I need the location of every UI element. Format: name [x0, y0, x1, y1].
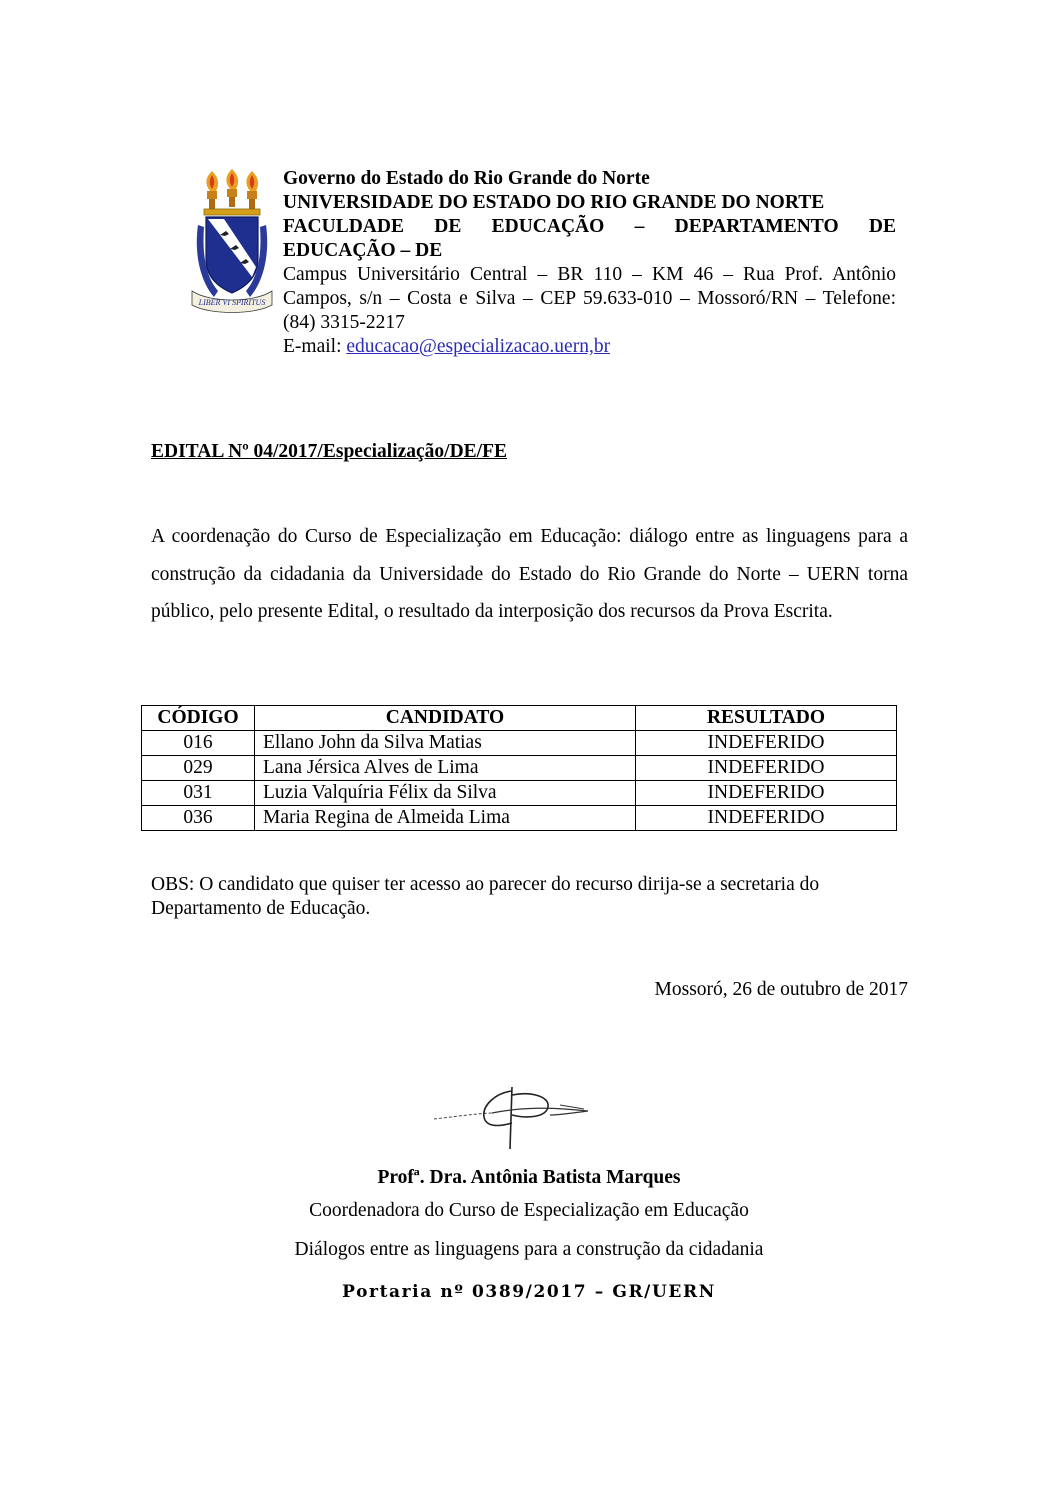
results-table: [141, 705, 897, 831]
address: Campus Universitário Central – BR 110 – KM 46 – Rua Prof. Antônio Campos, s/n – Costa e Silva – CEP 59.633-010 – Mossoró/RN – Telefone: (84) 3315-2217: [283, 264, 896, 333]
row-result: INDEFERIDO: [636, 731, 897, 756]
signatory-course: Diálogos entre as linguagens para a construção da cidadania: [294, 1239, 764, 1260]
edital-title: EDITAL Nº 04/2017/Especialização/DE/FE: [151, 441, 508, 462]
torch-icon: [206, 171, 218, 209]
signatory-name: Profª. Dra. Antônia Batista Marques: [377, 1167, 681, 1188]
table-header-row: [142, 706, 897, 731]
header-code: CÓDIGO: [142, 706, 255, 731]
email-label: E-mail:: [283, 336, 347, 357]
header-block: [283, 167, 896, 359]
torch-icon: [246, 171, 258, 209]
header-result: RESULTADO: [636, 706, 897, 731]
row-candidate: Maria Regina de Almeida Lima: [255, 806, 636, 831]
government-name: Governo do Estado do Rio Grande do Norte: [283, 168, 650, 189]
table-row: [142, 756, 897, 781]
email-line: [283, 335, 896, 359]
observation-note: OBS: O candidato que quiser ter acesso ao parecer do recurso dirija-se a secretaria do Departamento de Educação.: [151, 874, 820, 919]
row-result: INDEFERIDO: [636, 756, 897, 781]
handwritten-signature: [432, 1083, 592, 1151]
row-candidate: Ellano John da Silva Matias: [255, 731, 636, 756]
faculty-line-2: EDUCAÇÃO – DE: [283, 240, 443, 261]
table-row: [142, 806, 897, 831]
signatory-block: [200, 1165, 858, 1269]
row-code: 016: [142, 731, 255, 756]
university-name: UNIVERSIDADE DO ESTADO DO RIO GRANDE DO NORTE: [283, 192, 825, 213]
row-code: 029: [142, 756, 255, 781]
torch-icon: [226, 169, 238, 207]
uern-coat-of-arms-logo: [190, 163, 274, 320]
row-result: INDEFERIDO: [636, 806, 897, 831]
signatory-role: Coordenadora do Curso de Especialização em Educação: [309, 1200, 749, 1221]
email-link[interactable]: educacao@especializacao.uern,br: [346, 336, 611, 357]
table-row: [142, 731, 897, 756]
intro-paragraph: A coordenação do Curso de Especialização em Educação: diálogo entre as linguagens para a construção da cidadania da Universidade do Estado do Rio Grande do Norte – UERN torna público, pelo presente Edital, o resultado da interposição dos recursos da Prova Escrita.: [151, 526, 908, 622]
table-row: [142, 781, 897, 806]
row-candidate: Lana Jérsica Alves de Lima: [255, 756, 636, 781]
header-candidate: CANDIDATO: [255, 706, 636, 731]
row-code: 036: [142, 806, 255, 831]
row-result: INDEFERIDO: [636, 781, 897, 806]
logo-motto: LIBER VI SPIRITUS: [198, 298, 266, 307]
portaria-reference: Portaria nº 0389/2017 – GR/UERN: [342, 1282, 716, 1302]
row-candidate: Luzia Valquíria Félix da Silva: [255, 781, 636, 806]
date-location: Mossoró, 26 de outubro de 2017: [654, 979, 908, 1000]
row-code: 031: [142, 781, 255, 806]
faculty-line-1: FACULDADE DE EDUCAÇÃO – DEPARTAMENTO DE: [283, 216, 896, 237]
